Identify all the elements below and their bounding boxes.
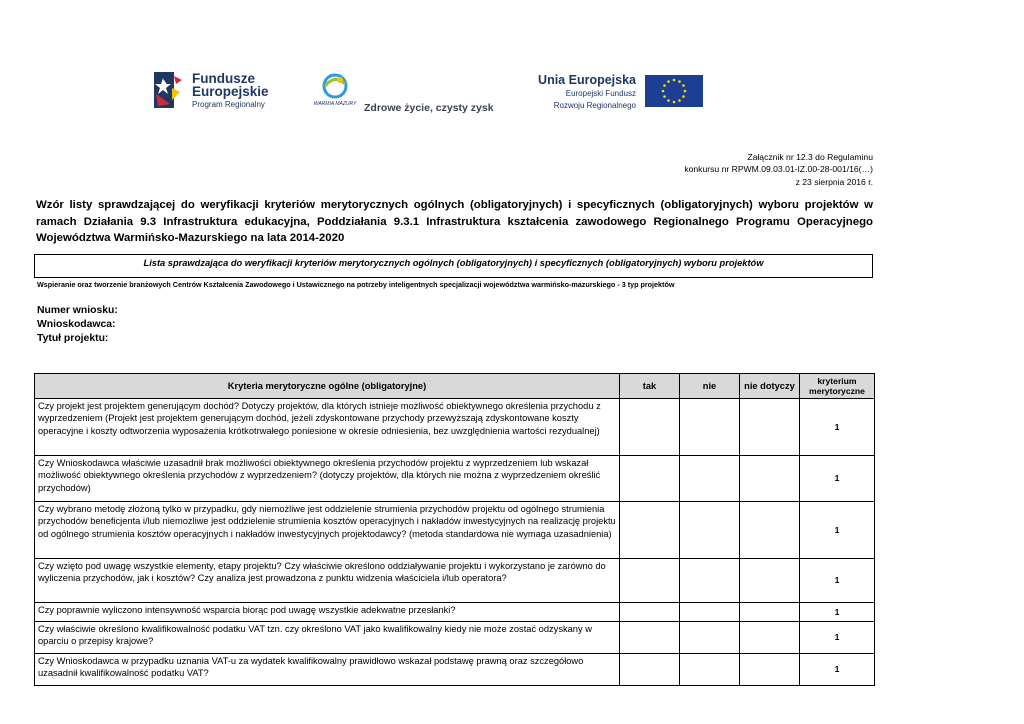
- header-no: nie: [680, 374, 740, 399]
- fundusze-europejskie-logo: [152, 70, 282, 114]
- answer-no-cell[interactable]: [680, 622, 740, 654]
- table-row: [35, 456, 875, 502]
- answer-yes-cell[interactable]: [620, 502, 680, 559]
- criterion-question: Czy właściwie określono kwalifikowalność podatku VAT tzn. czy określono VAT jako kwalifikowalny kiedy nie może zostać odzyskany w oparciu o przepisy krajowe?: [35, 622, 620, 654]
- attachment-note: [684, 151, 873, 188]
- answer-na-cell[interactable]: [740, 502, 800, 559]
- warmia-mazury-logo: [313, 72, 506, 116]
- header-na: nie dotyczy: [740, 374, 800, 399]
- answer-yes-cell[interactable]: [620, 456, 680, 502]
- criterion-value: 1: [800, 622, 875, 654]
- answer-yes-cell[interactable]: [620, 622, 680, 654]
- criterion-value: 1: [800, 502, 875, 559]
- answer-no-cell[interactable]: [680, 559, 740, 603]
- answer-na-cell[interactable]: [740, 622, 800, 654]
- document-title: Wzór listy sprawdzającej do weryfikacji kryteriów merytorycznych ogólnych (obligatoryjnych) i specyficznych (obligatoryjnych) wyboru projektów w ramach Działania 9.3 Infrastruktura edukacyjna, Poddziałania 9.3.1 Infrastruktura kształcenia zawodowego Regionalnego Programu Operacyjnego Województwa Warmińsko-Mazurskiego na lata 2014-2020: [36, 199, 873, 244]
- eu-flag-icon: [645, 75, 703, 107]
- header-criterion-line2: merytoryczne: [809, 386, 865, 396]
- unia-europejska-logo: [530, 72, 710, 116]
- answer-na-cell[interactable]: [740, 559, 800, 603]
- wm-slogan: Zdrowe życie, czysty zysk: [364, 102, 494, 114]
- answer-yes-cell[interactable]: [620, 559, 680, 603]
- header-criterion: [800, 374, 875, 399]
- header-criteria: Kryteria merytoryczne ogólne (obligatoryjne): [35, 374, 620, 399]
- attachment-line3: z 23 sierpnia 2016 r.: [795, 176, 873, 187]
- warmia-mazury-emblem-icon: [313, 72, 357, 112]
- logo-bar: [0, 60, 1024, 120]
- answer-yes-cell[interactable]: [620, 603, 680, 622]
- table-row: [35, 399, 875, 456]
- table-row: [35, 603, 875, 622]
- criterion-value: 1: [800, 654, 875, 686]
- ue-title: Unia Europejska: [538, 73, 636, 87]
- fe-star-icon: [152, 70, 186, 110]
- header-criterion-line1: kryterium: [817, 376, 857, 386]
- fe-title-line2: Europejskie: [192, 84, 269, 99]
- support-line: Wspieranie oraz tworzenie branżowych Centrów Kształcenia Zawodowego i Ustawicznego na potrzeby inteligentnych specjalizacji województwa warmińsko-mazurskiego - 3 typ projektów: [37, 280, 675, 289]
- table-row: [35, 622, 875, 654]
- fe-subtitle: Program Regionalny: [192, 100, 265, 109]
- answer-yes-cell[interactable]: [620, 654, 680, 686]
- criterion-value: 1: [800, 456, 875, 502]
- application-fields: [37, 304, 118, 346]
- header-yes: tak: [620, 374, 680, 399]
- criterion-question: Czy wybrano metodę złożoną tylko w przypadku, gdy niemożliwe jest oddzielenie strumienia przychodów projektu od ogólnego strumienia przychodów beneficjenta i/lub niemożliwe jest oddzielenie strumienia kosztów operacyjnych i nakładów inwestycyjnych na realizację projektu od ogólnego strumienia kosztów operacyjnych i nakładów inwestycyjnych projektodawcy? (metoda standardowa nie wymaga uzasadnienia): [35, 502, 620, 559]
- answer-no-cell[interactable]: [680, 456, 740, 502]
- criterion-value: 1: [800, 399, 875, 456]
- answer-na-cell[interactable]: [740, 654, 800, 686]
- criterion-value: 1: [800, 559, 875, 603]
- field-applicant-label: Wnioskodawca:: [37, 319, 116, 330]
- checklist-title-box: Lista sprawdzająca do weryfikacji kryteriów merytorycznych ogólnych (obligatoryjnych) i specyficznych (obligatoryjnych) wyboru projektów: [34, 254, 873, 278]
- answer-no-cell[interactable]: [680, 654, 740, 686]
- answer-no-cell[interactable]: [680, 502, 740, 559]
- attachment-line1: Załącznik nr 12.3 do Regulaminu: [747, 152, 873, 162]
- attachment-line2: konkursu nr RPWM.09.03.01-IZ.00-28-001/16(…): [684, 164, 873, 175]
- answer-na-cell[interactable]: [740, 603, 800, 622]
- criterion-question: Czy Wnioskodawca w przypadku uznania VAT-u za wydatek kwalifikowalny prawidłowo wskazał podstawę prawną oraz szczegółowo uzasadnił kwalifikowalność podatku VAT?: [35, 654, 620, 686]
- answer-no-cell[interactable]: [680, 399, 740, 456]
- table-header-row: [35, 374, 875, 399]
- table-row: [35, 502, 875, 559]
- criterion-question: Czy wzięto pod uwagę wszystkie elementy, etapy projektu? Czy właściwie określono oddziaływanie projektu i wykorzystano je zarówno do wyliczenia przychodów, jak i kosztów? Czy analiza jest prowadzona z punktu widzenia właściciela i/lub operatora?: [35, 559, 620, 603]
- answer-na-cell[interactable]: [740, 399, 800, 456]
- wm-mark-text: WARMIA MAZURY: [313, 101, 357, 107]
- criterion-question: Czy projekt jest projektem generującym dochód? Dotyczy projektów, dla których istnieje możliwość obiektywnego określenia przychodu z wyprzedzeniem (Projekt jest projektem generującym dochód, jeżeli zdyskontowane przychody przewyższają zdyskontowane koszty operacyjne i koszty odtworzenia wyposażenia krótkotrwałego poniesione w okresie odniesienia, bez uwzględnienia wartości rezydualnej): [35, 399, 620, 456]
- table-row: [35, 559, 875, 603]
- answer-yes-cell[interactable]: [620, 399, 680, 456]
- table-row: [35, 654, 875, 686]
- ue-sub-line1: Europejski Fundusz: [565, 89, 636, 98]
- criteria-table: [34, 373, 875, 686]
- field-title-label: Tytuł projektu:: [37, 333, 109, 344]
- criterion-value: 1: [800, 603, 875, 622]
- criterion-question: Czy Wnioskodawca właściwie uzasadnił brak możliwości obiektywnego określenia przychodów projektu z wyprzedzeniem lub wskazał możliwość obiektywnego określenia przychodów z wyprzedzeniem? (dotyczy projektów, dla których nie można z wyprzedzeniem określić przychodów): [35, 456, 620, 502]
- field-number-label: Numer wniosku:: [37, 305, 118, 316]
- answer-no-cell[interactable]: [680, 603, 740, 622]
- fe-title-line1: Fundusze: [192, 71, 255, 86]
- ue-sub-line2: Rozwoju Regionalnego: [553, 101, 636, 110]
- criterion-question: Czy poprawnie wyliczono intensywność wsparcia biorąc pod uwagę wszystkie adekwatne przesłanki?: [35, 603, 620, 622]
- answer-na-cell[interactable]: [740, 456, 800, 502]
